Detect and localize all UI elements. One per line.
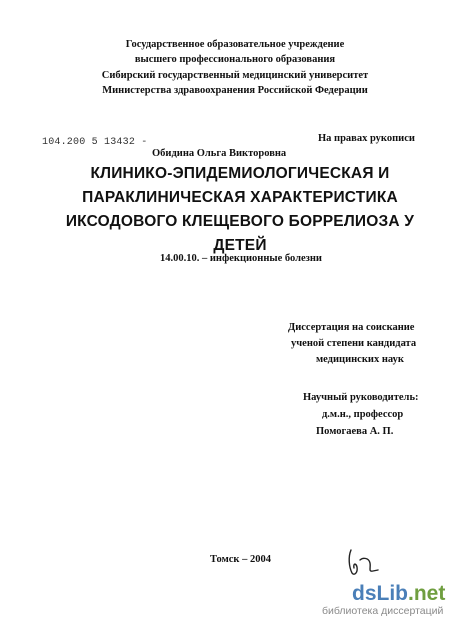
specialty-code: 14.00.10. – инфекционные болезни (160, 253, 322, 264)
org-line-2: высшего профессионального образования (134, 54, 336, 65)
title-line-1: КЛИНИКО-ЭПИДЕМИОЛОГИЧЕСКАЯ И (90, 165, 390, 182)
title-line-4: ДЕТЕЙ (213, 237, 267, 254)
author-name: Обидина Ольга Викторовна (152, 148, 287, 159)
org-line-3: Сибирский государственный медицинский университет (101, 70, 369, 81)
city-year: Томск – 2004 (210, 554, 271, 565)
org-line-1: Государственное образовательное учреждение (125, 39, 345, 50)
dissertation-line-2: ученой степени кандидата (291, 338, 417, 349)
dissertation-line-3: медицинских наук (316, 354, 404, 365)
watermark-subtitle: библиотека диссертаций (322, 605, 444, 617)
org-line-4: Министерства здравоохранения Российской Федерации (102, 85, 368, 96)
supervisor-name: Помогаева А. П. (316, 426, 394, 437)
watermark-logo (352, 582, 445, 606)
title-line-3: ИКСОДОВОГО КЛЕЩЕВОГО БОРРЕЛИОЗА У (65, 213, 415, 230)
watermark-logo-part1: dsLib (352, 582, 408, 605)
stamp-number: 104.200 5 13432 - (42, 137, 148, 148)
title-line-2: ПАРАКЛИНИЧЕСКАЯ ХАРАКТЕРИСТИКА (82, 189, 398, 206)
signature-icon (345, 547, 379, 577)
dissertation-line-1: Диссертация на соискание (288, 322, 415, 333)
supervisor-degree: д.м.н., профессор (322, 409, 404, 420)
rights-note: На правах рукописи (318, 133, 415, 144)
supervisor-label: Научный руководитель: (303, 392, 419, 403)
watermark-logo-part2: .net (408, 582, 446, 605)
